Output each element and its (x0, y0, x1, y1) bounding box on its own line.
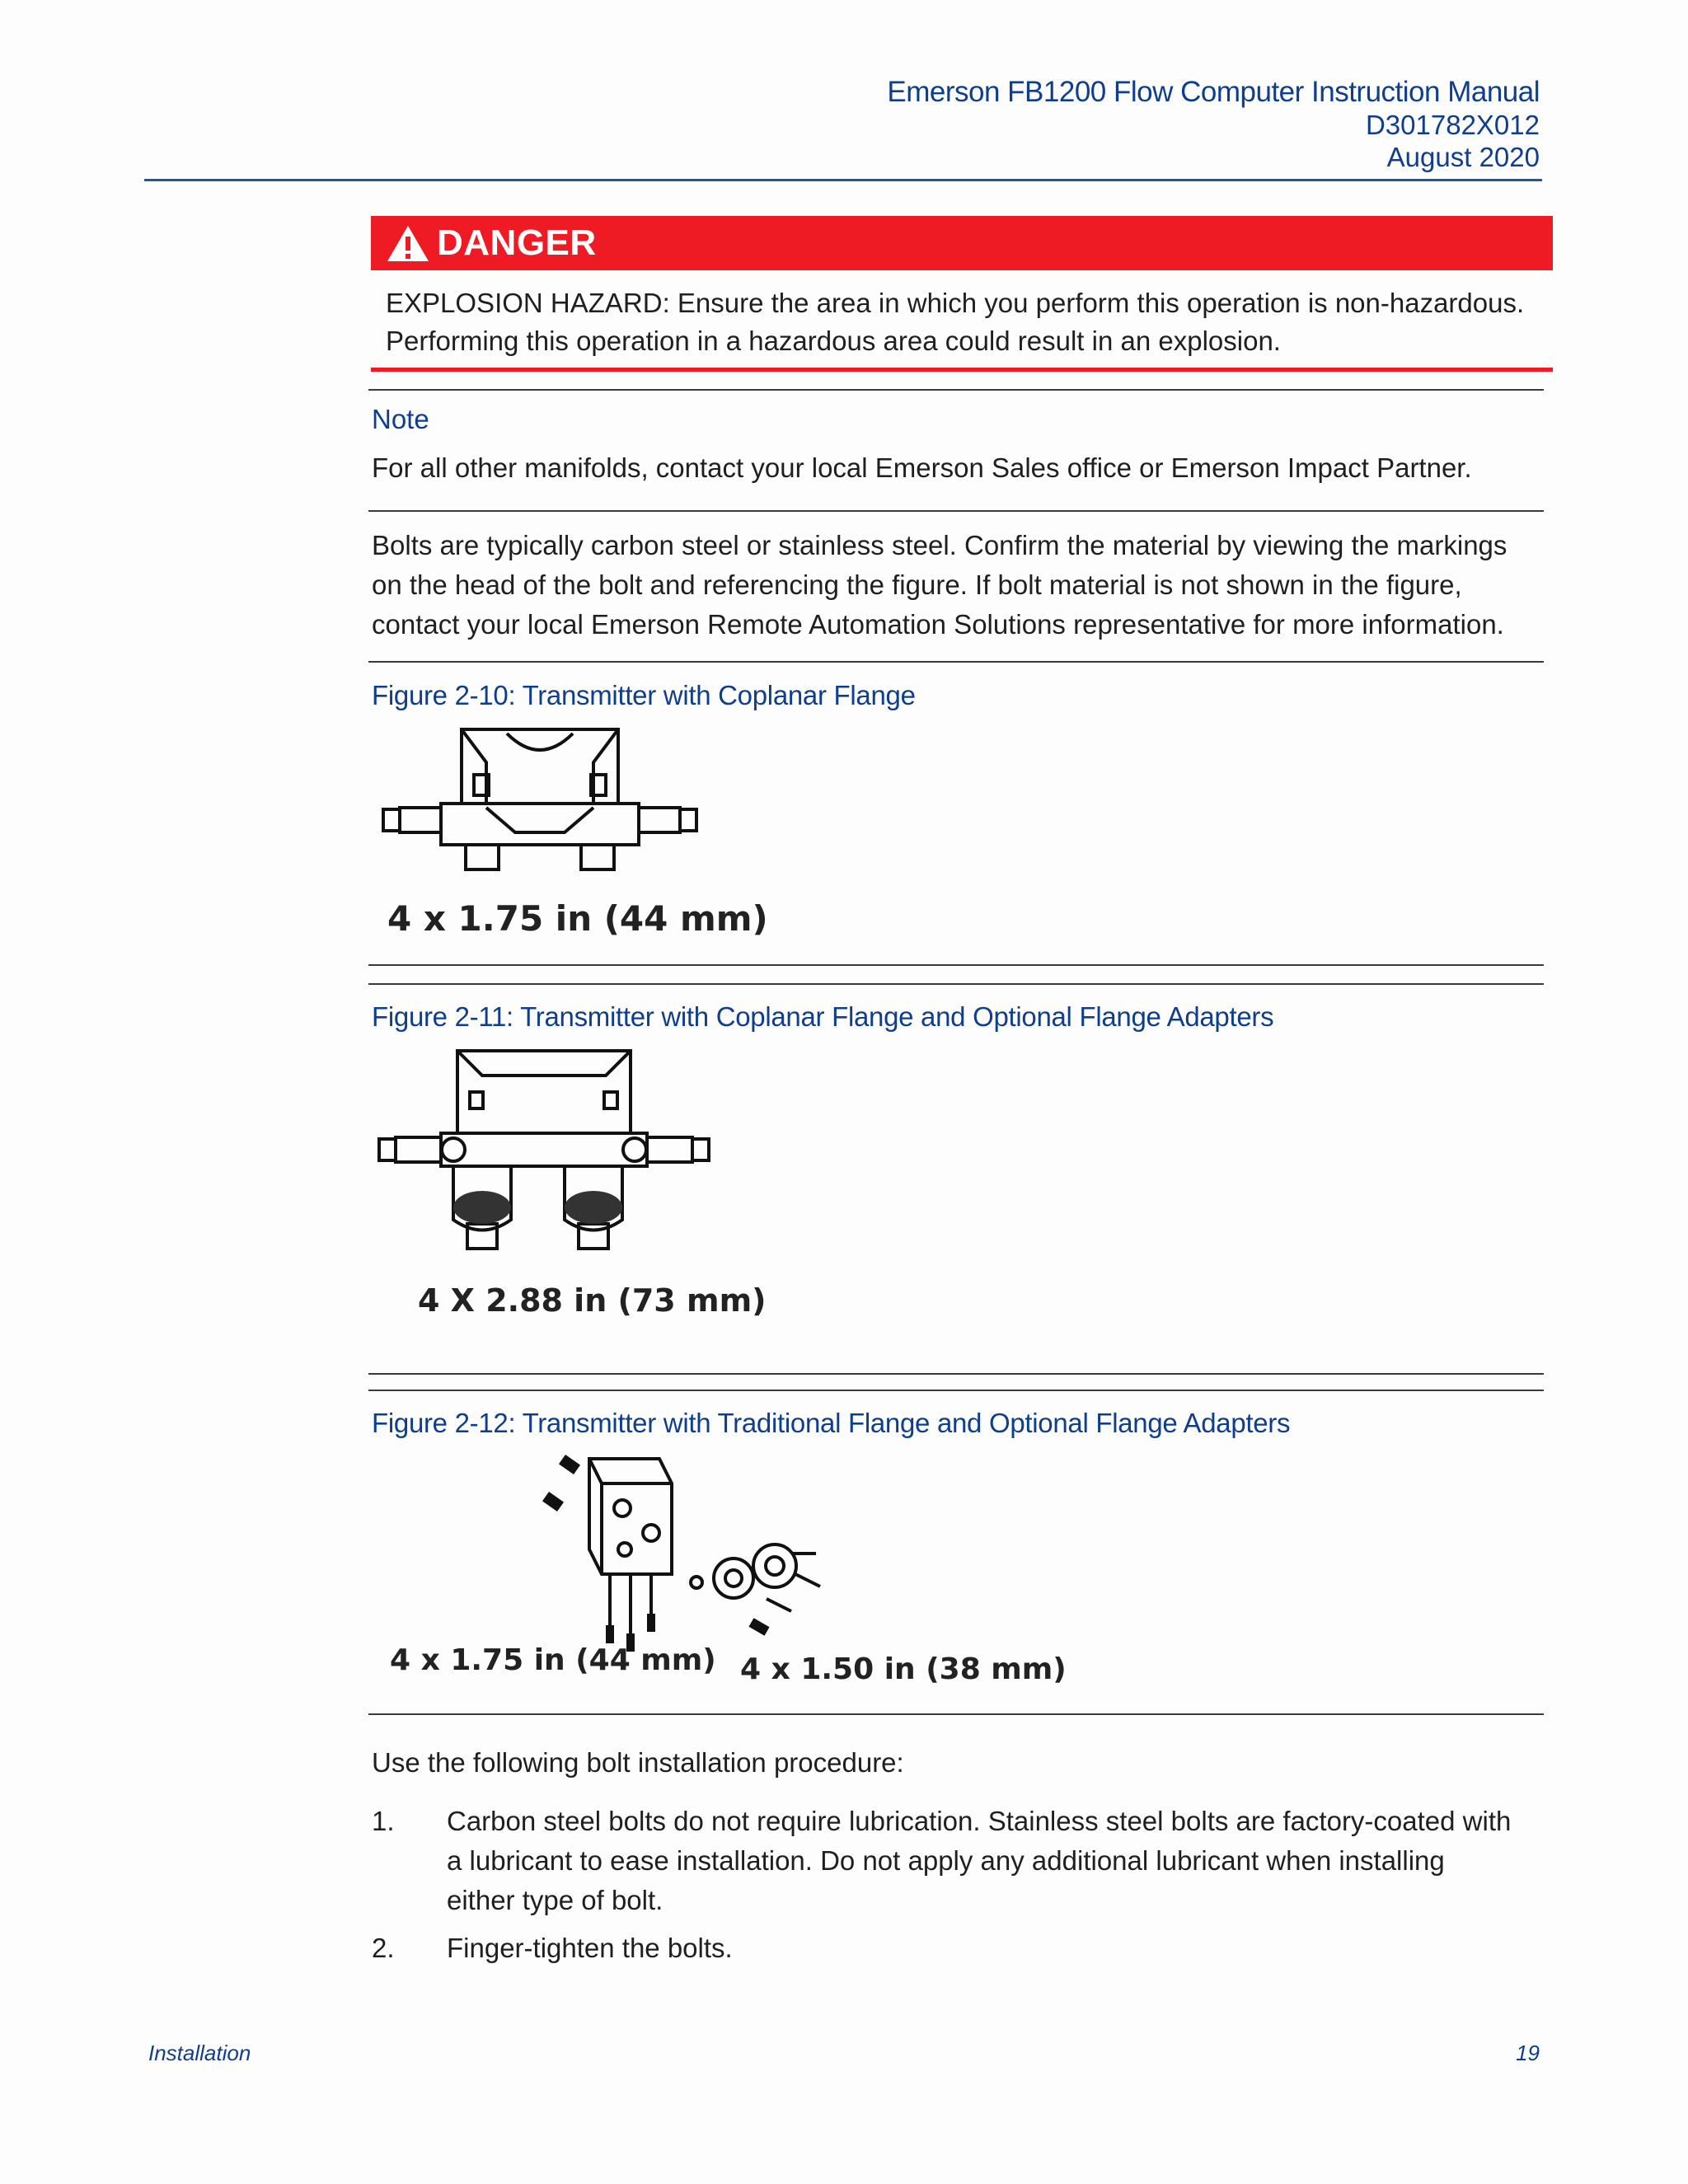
procedure-intro: Use the following bolt installation procedure: (372, 1747, 904, 1778)
step-text: Finger-tighten the bolts. (447, 1933, 733, 1963)
figure-2-10-title: Figure 2-10: Transmitter with Coplanar Flange (372, 680, 916, 710)
danger-message (386, 284, 1540, 360)
page-number: 19 (1516, 2041, 1540, 2065)
figure-11-bottom-rule (368, 1373, 1544, 1375)
header-rule (144, 179, 1542, 181)
step-number: 2. (372, 1933, 395, 1963)
step-text: Carbon steel bolts do not require lubrication. Stainless steel bolts are factory-coated with a lubricant to ease installation. Do not apply any additional lubricant when installing either type of bolt. (447, 1806, 1512, 1915)
danger-banner (371, 216, 1553, 270)
danger-bottom-rule (371, 368, 1553, 372)
warning-icon (386, 223, 430, 263)
danger-line-2: Performing this operation in a hazardous area could result in an explosion. (386, 326, 1281, 356)
page-header (887, 76, 1540, 173)
coplanar-flange-drawing (375, 725, 705, 882)
doc-date: August 2020 (1386, 142, 1540, 172)
figure-2-11-title: Figure 2-11: Transmitter with Coplanar Flange and Optional Flange Adapters (372, 1001, 1274, 1032)
figure-2-12-dimension-right: 4 x 1.50 in (38 mm) (740, 1652, 1067, 1686)
figure-12-bottom-rule (368, 1713, 1544, 1715)
danger-label: DANGER (437, 223, 597, 263)
note-top-rule (368, 389, 1544, 391)
note-body: For all other manifolds, contact your local Emerson Sales office or Emerson Impact Partner. (372, 452, 1472, 483)
figure-10-bottom-rule (368, 964, 1544, 966)
footer-section: Installation (148, 2041, 251, 2065)
figure-10-top-rule (368, 661, 1544, 663)
figure-12-top-rule (368, 1390, 1544, 1391)
coplanar-flange-adapters-drawing (375, 1047, 721, 1261)
doc-number: D301782X012 (1365, 110, 1540, 140)
manual-title: Emerson FB1200 Flow Computer Instruction Manual (887, 76, 1540, 108)
note-title: Note (372, 404, 429, 434)
figure-2-11-dimension: 4 X 2.88 in (73 mm) (418, 1282, 767, 1319)
figure-2-12-dimension-left: 4 x 1.75 in (44 mm) (390, 1643, 716, 1677)
danger-line-1: EXPLOSION HAZARD: Ensure the area in which you perform this operation is non-hazardous. (386, 288, 1525, 318)
figure-2-12-title: Figure 2-12: Transmitter with Traditional Flange and Optional Flange Adapters (372, 1408, 1291, 1438)
figure-11-top-rule (368, 983, 1544, 985)
step-number: 1. (372, 1806, 395, 1836)
traditional-flange-adapters-drawing (528, 1451, 824, 1657)
figure-2-10-dimension: 4 x 1.75 in (44 mm) (387, 898, 768, 939)
bolts-paragraph: Bolts are typically carbon steel or stainless steel. Confirm the material by viewing the markings on the head of the bolt and referencing the figure. If bolt material is not shown in the figure, contact your local Emerson Remote Automation Solutions representative for more information. (372, 530, 1507, 640)
note-bottom-rule (368, 510, 1544, 512)
